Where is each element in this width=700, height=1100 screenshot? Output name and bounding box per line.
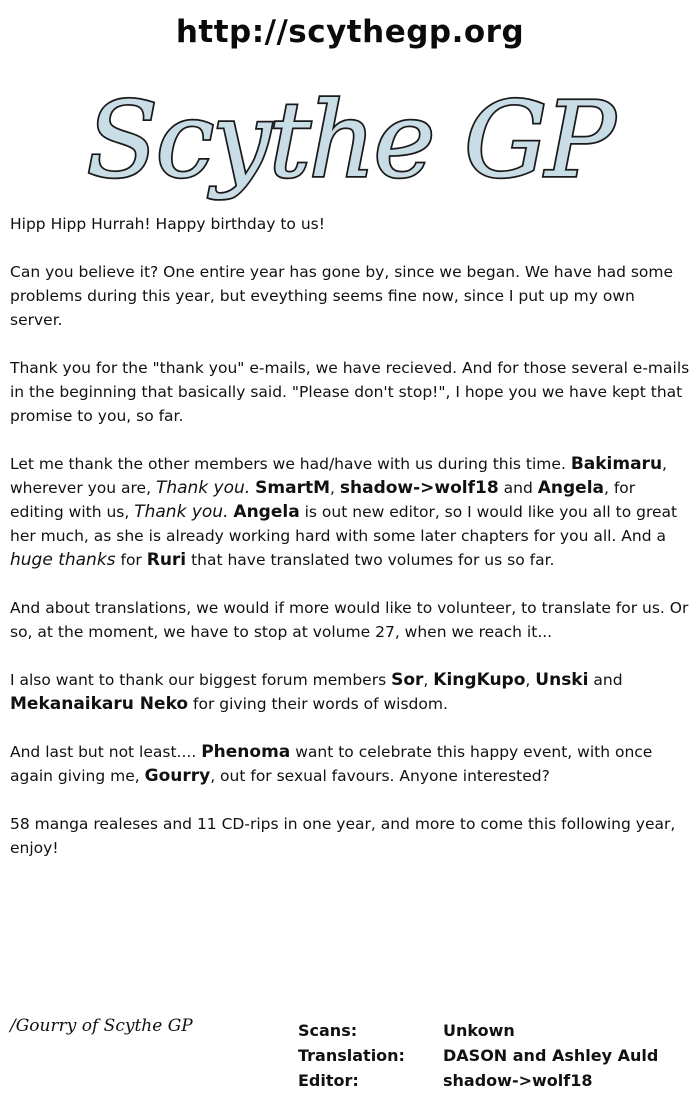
- name-kingkupo: KingKupo: [433, 670, 526, 690]
- name-gourry: Gourry: [144, 766, 211, 786]
- credit-row-scans: [298, 1018, 688, 1043]
- name-phenoma: Phenoma: [201, 742, 291, 762]
- credit-value: shadow->wolf18: [443, 1071, 593, 1090]
- name-shadow-wolf18: shadow->wolf18: [339, 478, 499, 498]
- letter-body: [10, 212, 690, 884]
- paragraph-4: Let me thank the other members we had/have with us during this time. Bakimaru, wherever you are, Thank you. SmartM, shadow->wolf18 and Angela, for editing with us, Thank you. Angela is out new editor, so I would like you all to great her much, as she is already working hard with some later chapters for you all. And a huge thanks for Ruri that have translated two volumes for us so far.: [10, 454, 678, 570]
- paragraph-5: And about translations, we would if more would like to volunteer, to translate for us. Or so, at the moment, we have to stop at volume 27, when we reach it...: [10, 599, 689, 641]
- credit-row-translation: [298, 1043, 688, 1068]
- scythe-gp-logo: [86, 76, 614, 204]
- name-angela-2: Angela: [233, 502, 300, 522]
- name-angela: Angela: [537, 478, 604, 498]
- paragraph-3: Thank you for the "thank you" e-mails, we have recieved. And for those several e-mails in the beginning that basically said. "Please don't stop!", I hope you we have kept that promise to you, so far.: [10, 359, 690, 425]
- paragraph-6: I also want to thank our biggest forum members Sor, KingKupo, Unski and Mekanaikaru Neko for giving their words of wisdom.: [10, 670, 623, 714]
- paragraph-7: And last but not least.... Phenoma want to celebrate this happy event, with once again giving me, Gourry, out for sexual favours. Anyone interested?: [10, 742, 653, 786]
- name-smartm: SmartM: [255, 478, 330, 498]
- credit-label: Scans:: [298, 1021, 358, 1040]
- paragraph-2: Can you believe it? One entire year has gone by, since we began. We have had some problems during this year, but eveything seems fine now, since I put up my own server.: [10, 263, 674, 329]
- credits: [298, 1018, 688, 1093]
- signature: /Gourry of Scythe GP: [10, 1016, 193, 1036]
- name-bakimaru: Bakimaru: [570, 454, 663, 474]
- paragraph-8: 58 manga realeses and 11 CD-rips in one year, and more to come this following year, enjoy!: [10, 815, 676, 857]
- name-sor: Sor: [391, 670, 424, 690]
- credit-row-editor: [298, 1068, 688, 1093]
- logo-text: Scythe GP: [86, 79, 614, 201]
- name-ruri: Ruri: [146, 550, 187, 570]
- name-unski: Unski: [535, 670, 589, 690]
- site-url[interactable]: http://scythegp.org: [175, 14, 525, 50]
- credit-label: Translation:: [298, 1046, 405, 1065]
- paragraph-1: Hipp Hipp Hurrah! Happy birthday to us!: [10, 215, 325, 233]
- credit-value: DASON and Ashley Auld: [443, 1046, 659, 1065]
- credit-label: Editor:: [298, 1071, 359, 1090]
- name-mekanaikaru-neko: Mekanaikaru Neko: [10, 694, 189, 714]
- credit-value: Unkown: [443, 1021, 515, 1040]
